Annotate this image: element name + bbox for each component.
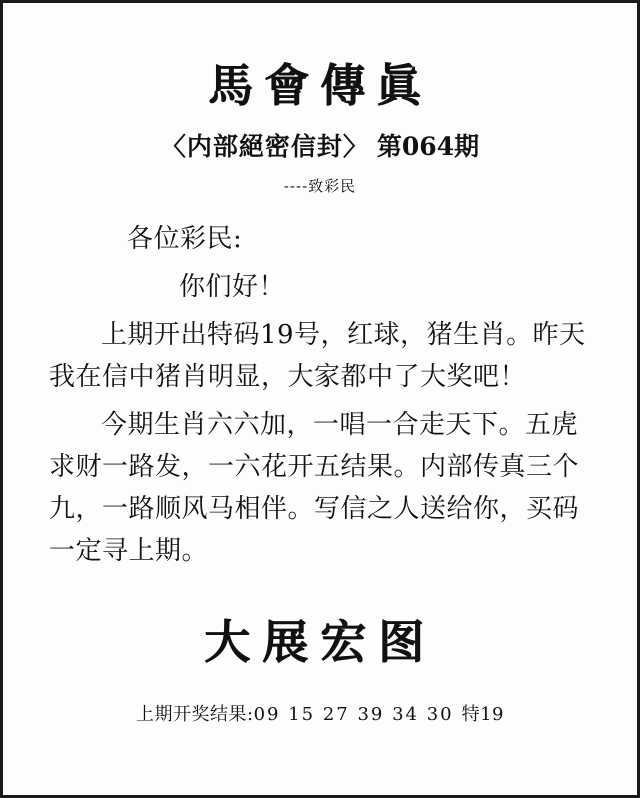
confidential-bracket: 〈内部絕密信封〉 [160, 131, 369, 161]
dedication-line: ----致彩民 [283, 176, 357, 195]
issue-number: 第064期 [376, 131, 480, 161]
result-numbers: 09 15 27 39 34 30 [253, 704, 454, 726]
document-inner [3, 3, 637, 795]
subtitle-line [3, 127, 637, 163]
page-title: 馬會傳眞 [207, 59, 432, 112]
paragraph-one: 上期开出特码19号，红球，猪生肖。昨天我在信中猪肖明显，大家都中了大奖吧！ [49, 319, 586, 392]
slogan: 大展宏图 [204, 615, 436, 670]
letter-body [49, 218, 591, 573]
previous-result [3, 700, 637, 726]
paragraph-two: 今期生肖六六加，一唱一合走天下。五虎求财一路发，一六花开五结果。内部传真三个九，一路顺风马相伴。写信之人送给你，买码一定寻上期。 [49, 409, 580, 567]
salutation: 各位彩民: [127, 223, 243, 254]
result-label: 上期开奖结果: [135, 704, 254, 726]
result-special-number: 特19 [461, 704, 505, 726]
greeting: 你们好！ [179, 271, 286, 302]
